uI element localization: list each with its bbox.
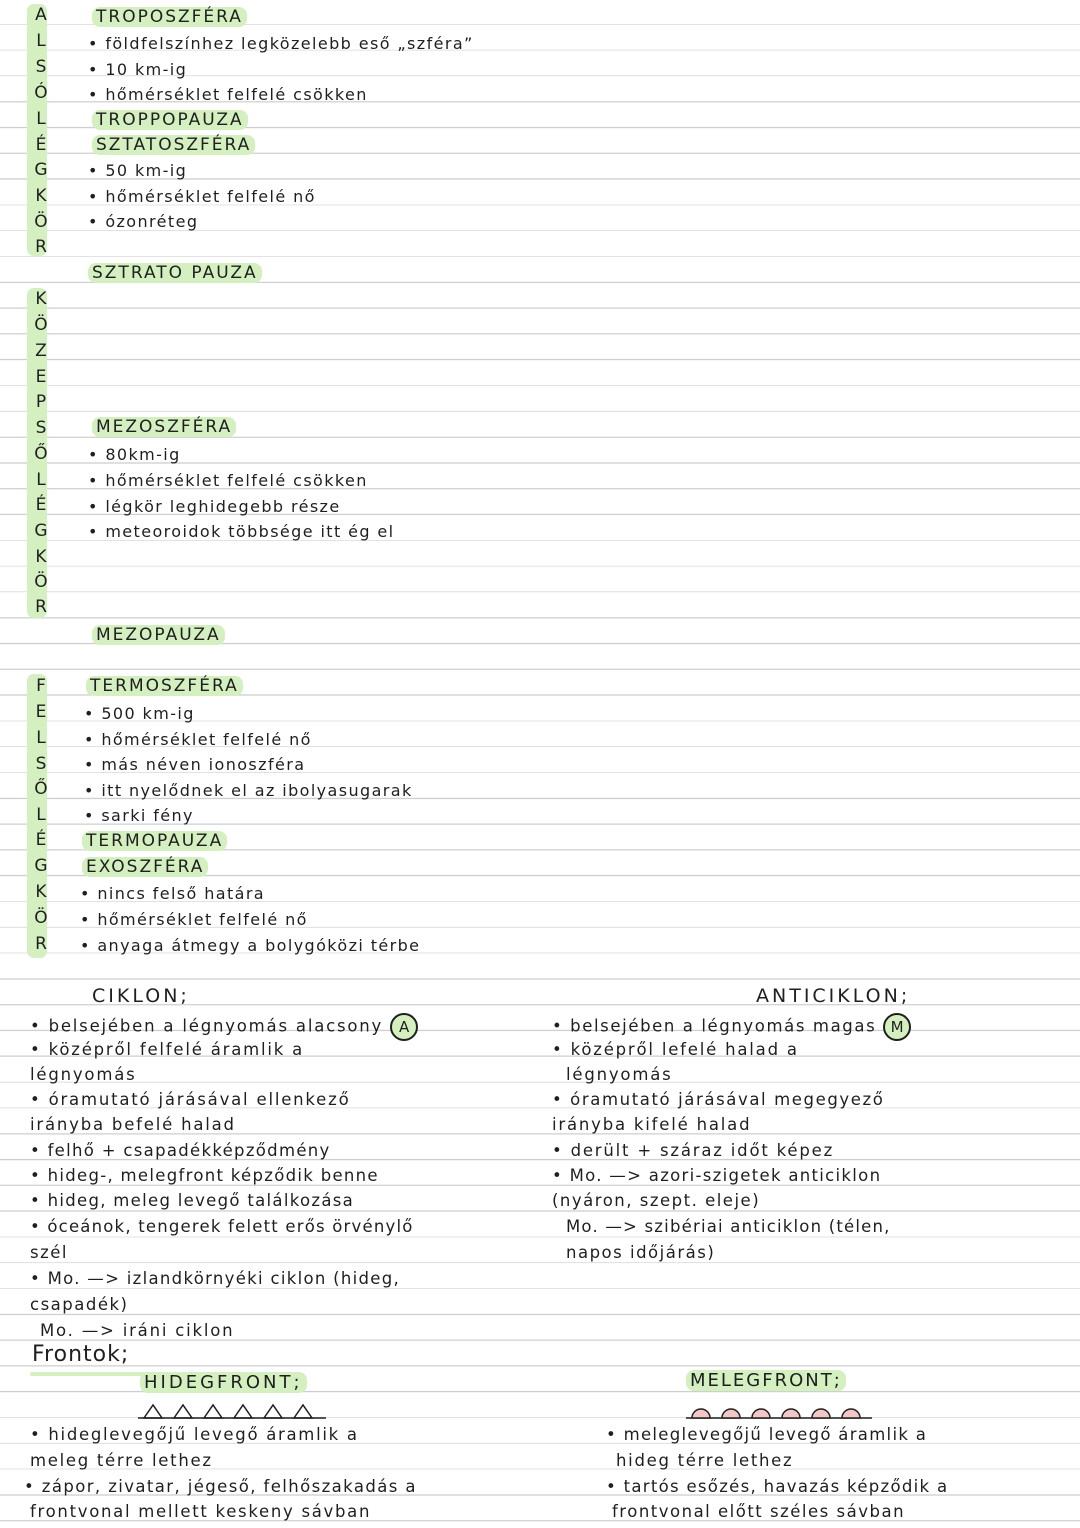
vertical-letter: Z	[35, 341, 47, 361]
vertical-letter: É	[35, 830, 47, 850]
mesosphere-title: MEZOSZFÉRA	[92, 416, 236, 438]
vertical-letter: É	[35, 495, 47, 515]
cyclone-line: • felhő + csapadékképződmény	[30, 1141, 331, 1160]
cyclone-title: CIKLON;	[92, 985, 190, 1007]
warm-front-line: • tartós esőzés, havazás képződik a	[606, 1477, 949, 1496]
anticyclone-line: • óramutató járásával megegyező	[552, 1090, 885, 1109]
thermosphere-item: • más néven ionoszféra	[84, 755, 306, 774]
vertical-letter: S	[35, 754, 47, 774]
vertical-letter: Ő	[34, 779, 48, 799]
cold-front-line: • hideglevegőjű levegő áramlik a	[30, 1425, 359, 1444]
stratosphere-title: SZTATOSZFÉRA	[92, 134, 255, 156]
vertical-letter: L	[36, 728, 46, 748]
vertical-letter: Ő	[34, 444, 48, 464]
high-pressure-badge: M	[883, 1013, 911, 1041]
troposphere-item: • 10 km-ig	[88, 60, 188, 79]
vertical-letter: K	[35, 547, 47, 567]
vertical-letter: E	[35, 367, 47, 387]
troposphere-item: • hőmérséklet felfelé csökken	[88, 85, 368, 104]
mesosphere-item: • hőmérséklet felfelé csökken	[88, 471, 368, 490]
cyclone-line: • hideg, meleg levegő találkozása	[30, 1191, 355, 1210]
vertical-letter: K	[35, 186, 47, 206]
vertical-letter: P	[35, 392, 47, 412]
cyclone-line: irányba befelé halad	[30, 1115, 236, 1134]
warm-front-line: hideg térre lethez	[616, 1451, 794, 1470]
anticyclone-line: • középről lefelé halad a	[552, 1040, 799, 1059]
troposphere-title: TROPOSZFÉRA	[92, 6, 247, 28]
vertical-letter: G	[34, 160, 48, 180]
cold-front-symbol	[138, 1402, 328, 1420]
troposphere-item: • földfelszínhez legközelebb eső „szféra”	[88, 34, 474, 53]
vertical-letter: Ö	[34, 572, 48, 592]
exosphere-title: EXOSZFÉRA	[82, 856, 208, 878]
vertical-letter: R	[35, 597, 47, 617]
warm-front-line: • meleglevegőjű levegő áramlik a	[606, 1425, 928, 1444]
stratosphere-item: • ózonréteg	[88, 212, 199, 231]
vertical-letter: L	[36, 470, 46, 490]
vertical-letter: K	[35, 882, 47, 902]
vertical-letter: R	[35, 237, 47, 257]
cold-front-title: HIDEGFRONT;	[140, 1372, 307, 1394]
vertical-letter: Ö	[34, 212, 48, 232]
exosphere-item: • anyaga átmegy a bolygóközi térbe	[80, 936, 421, 955]
mesosphere-item: • meteoroidok többsége itt ég el	[88, 522, 395, 541]
vertical-letter: G	[34, 521, 48, 541]
cyclone-line: • hideg-, melegfront képződik benne	[30, 1166, 379, 1185]
stratosphere-item: • hőmérséklet felfelé nő	[88, 187, 316, 206]
vertical-letter: Ö	[34, 315, 48, 335]
mesosphere-item: • légkör leghidegebb része	[88, 497, 341, 516]
anticyclone-line: (nyáron, szept. eleje)	[552, 1191, 761, 1210]
fronts-title-underline	[30, 1372, 152, 1376]
vertical-letter: L	[36, 109, 46, 129]
cyclone-line: • óramutató járásával ellenkező	[30, 1090, 351, 1109]
vertical-letter: L	[36, 805, 46, 825]
vertical-letter: R	[35, 934, 47, 954]
warm-front-symbol	[686, 1402, 876, 1420]
thermopause-title: TERMOPAUZA	[82, 830, 227, 852]
cold-front-line: meleg térre lethez	[30, 1451, 213, 1470]
anticyclone-title: ANTICIKLON;	[756, 985, 911, 1007]
warm-front-title: MELEGFRONT;	[686, 1370, 846, 1392]
cyclone-line: légnyomás	[30, 1065, 137, 1084]
mesosphere-item: • 80km-ig	[88, 445, 181, 464]
cyclone-line: • középről felfelé áramlik a	[30, 1040, 305, 1059]
vertical-letter: F	[36, 676, 46, 696]
thermosphere-title: TERMOSZFÉRA	[86, 675, 243, 697]
exosphere-item: • hőmérséklet felfelé nő	[80, 910, 308, 929]
thermosphere-item: • 500 km-ig	[84, 704, 195, 723]
cyclone-line: szél	[30, 1243, 68, 1262]
vertical-letter: G	[34, 856, 48, 876]
anticyclone-line: irányba kifelé halad	[552, 1115, 752, 1134]
vertical-letter: Ö	[34, 908, 48, 928]
vertical-letter: S	[35, 57, 47, 77]
vertical-letter: S	[35, 418, 47, 438]
fronts-title: Frontok;	[32, 1342, 130, 1367]
vertical-letter: E	[35, 702, 47, 722]
anticyclone-line: • belsejében a légnyomás magas M	[552, 1013, 911, 1041]
cyclone-line: • belsejében a légnyomás alacsony A	[30, 1013, 418, 1041]
anticyclone-line: légnyomás	[566, 1065, 673, 1084]
vertical-letter: K	[35, 289, 47, 309]
stratopause-title: SZTRATO PAUZA	[88, 262, 262, 284]
thermosphere-item: • hőmérséklet felfelé nő	[84, 730, 312, 749]
anticyclone-line: napos időjárás)	[566, 1243, 716, 1262]
anticyclone-line: Mo. —> szibériai anticiklon (télen,	[566, 1217, 891, 1236]
warm-front-line: frontvonal előtt széles sávban	[612, 1502, 906, 1521]
tropopause-title: TROPPOPAUZA	[92, 109, 248, 131]
thermosphere-item: • sarki fény	[84, 806, 194, 825]
vertical-letter: É	[35, 135, 47, 155]
thermosphere-item: • itt nyelődnek el az ibolyasugarak	[84, 781, 413, 800]
exosphere-item: • nincs felső határa	[80, 884, 266, 903]
anticyclone-line: • Mo. —> azori-szigetek anticiklon	[552, 1166, 882, 1185]
vertical-letter: L	[36, 31, 46, 51]
cyclone-line: Mo. —> iráni ciklon	[40, 1321, 235, 1340]
mesopause-title: MEZOPAUZA	[92, 624, 225, 646]
cyclone-line: csapadék)	[30, 1295, 129, 1314]
cyclone-line: • Mo. —> izlandkörnyéki ciklon (hideg,	[30, 1269, 401, 1288]
anticyclone-line: • derült + száraz időt képez	[552, 1141, 835, 1160]
cyclone-line: • óceánok, tengerek felett erős örvénylő	[30, 1217, 414, 1236]
cold-front-line: frontvonal mellett keskeny sávban	[30, 1502, 372, 1521]
vertical-letter: A	[35, 5, 47, 25]
stratosphere-item: • 50 km-ig	[88, 161, 188, 180]
vertical-letter: Ó	[34, 83, 48, 103]
low-pressure-badge: A	[390, 1013, 418, 1041]
cold-front-line: • zápor, zivatar, jégeső, felhőszakadás a	[24, 1477, 417, 1496]
